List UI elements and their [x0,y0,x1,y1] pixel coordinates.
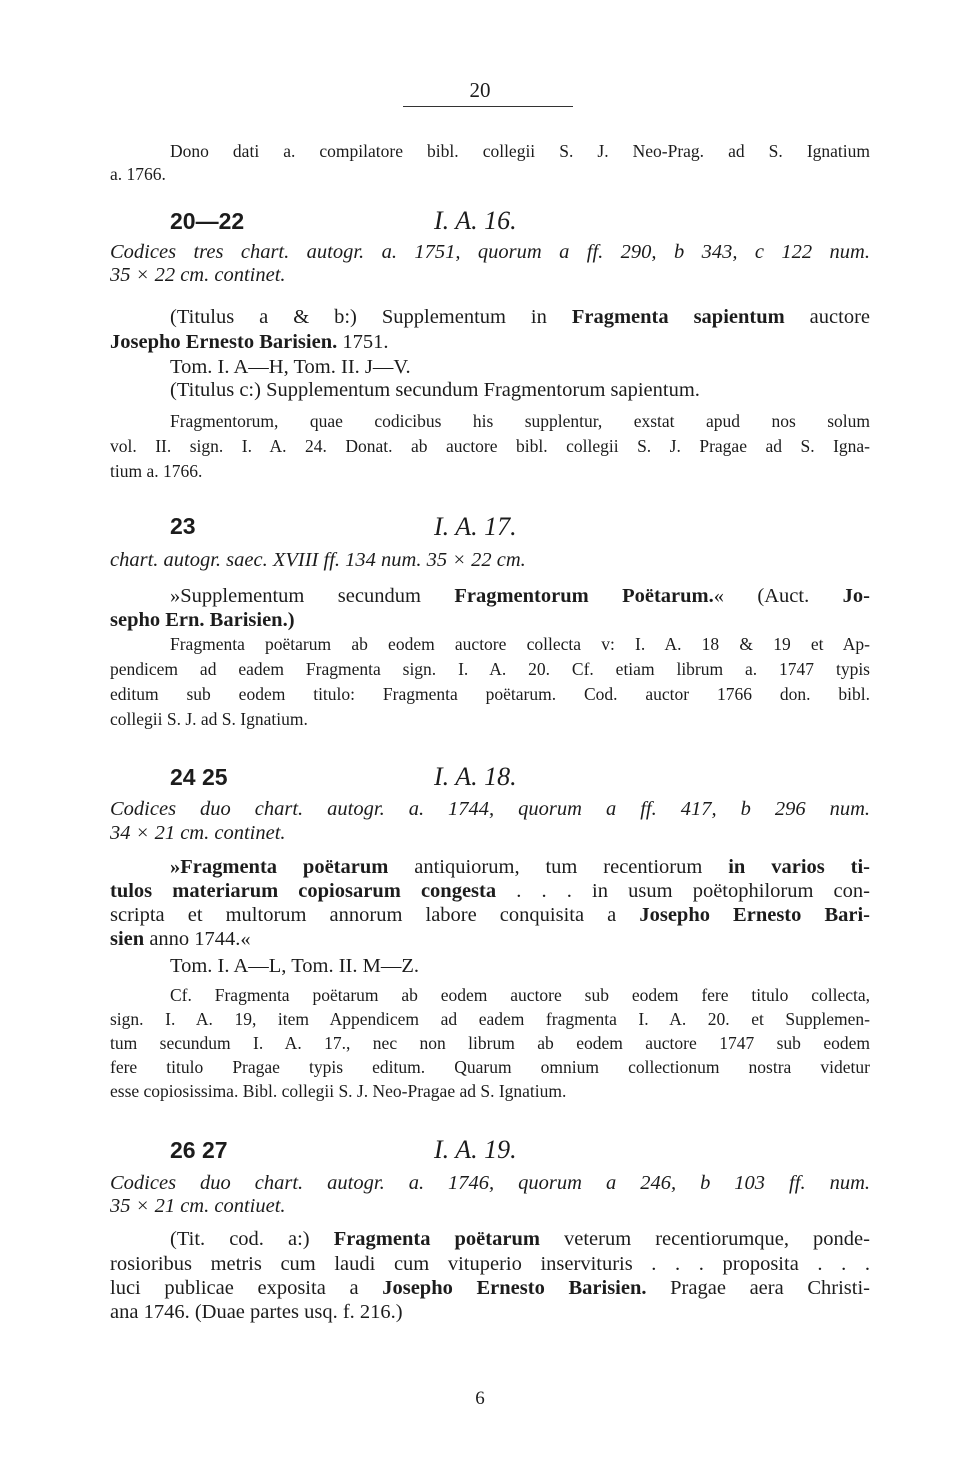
title-text: »Supplementum secundum [170,585,455,607]
codex-description: 35 × 22 cm. continet. [110,264,286,286]
note-line: Fragmenta poëtarum ab eodem auctore collecta v: I. A. 18 & 19 et Ap- [170,634,870,654]
title-line: rosioribus metris cum laudi cum vituperio inservituris . . . proposita . . . [110,1253,870,1275]
note-line: sign. I. A. 19, item Appendicem ad eadem fragmenta I. A. 20. et Supplemen- [110,1009,870,1029]
codex-description: chart. autogr. saec. XVIII ff. 134 num. 35 × 22 cm. [110,549,526,571]
volumes-line: Tom. I. A—L, Tom. II. M—Z. [170,955,420,977]
title-line [170,585,870,608]
entry-number: 23 [170,513,196,539]
title-line [110,1277,870,1300]
author-name: Jo- [842,585,870,607]
author-name: sien [110,928,145,950]
note-line: Cf. Fragmenta poëtarum ab eodem auctore sub eodem fere titulo collecta, [170,985,870,1005]
title-line [170,1228,870,1251]
volumes-line: Tom. I. A—H, Tom. II. J—V. [170,356,411,378]
note-line: esse copiosissima. Bibl. collegii S. J. Neo-Pragae ad S. Ignatium. [110,1081,567,1101]
note-line: tium a. 1766. [110,461,203,481]
intro-line-2: a. 1766. [110,164,166,184]
codex-description: 34 × 21 cm. continet. [110,822,286,844]
title-text: (Tit. cod. a:) [170,1228,334,1250]
intro-line-1: Dono dati a. compilatore bibl. collegii S. J. Neo-Prag. ad S. Ignatium [170,141,870,161]
author-name: Josepho Ernesto Barisien. [382,1277,647,1299]
title-bold: Fragmentorum Poëtarum. [454,585,714,607]
title-line [170,306,870,329]
title-text: « (Auct. [713,585,843,607]
note-line: vol. II. sign. I. A. 24. Donat. ab auctore bibl. collegii S. J. Pragae ad S. Igna- [110,436,870,456]
title-text: 1751. [337,331,389,353]
codex-description: Codices duo chart. autogr. a. 1746, quorum a 246, b 103 ff. num. [110,1172,870,1194]
title-line [110,928,870,951]
header-rule [403,106,573,107]
codex-description: Codices duo chart. autogr. a. 1744, quorum a ff. 417, b 296 num. [110,798,870,820]
title-bold: in varios ti- [728,856,871,878]
title-bold: »Fragmenta poëtarum [170,856,389,878]
title-line [110,904,870,927]
title-text: antiquiorum, tum recentiorum [388,856,729,878]
title-text: scripta et multorum annorum labore conquisita a [110,904,640,926]
author-name: Josepho Ernesto Bari- [639,904,871,926]
title-text: auctore [784,306,870,328]
signature-number: 6 [475,1388,485,1409]
title-bold: Fragmenta poëtarum [333,1228,540,1250]
title-line [110,880,870,903]
entry-number: 24 25 [170,764,228,790]
shelfmark: I. A. 19. [434,1135,517,1164]
title-line: (Titulus c:) Supplementum secundum Fragmentorum sapientum. [170,379,700,401]
title-text: (Titulus a & b:) Supplementum in [170,306,572,328]
codex-description: Codices tres chart. autogr. a. 1751, quorum a ff. 290, b 343, c 122 num. [110,241,870,263]
note-line: Fragmentorum, quae codicibus his supplentur, exstat apud nos solum [170,411,870,431]
note-line: fere titulo Pragae typis editum. Quarum omnium collectionum nostra videtur [110,1057,870,1077]
title-text: . . . in usum poëtophilorum con- [496,880,870,902]
title-text: anno 1744.« [144,928,251,950]
title-text: Pragae aera Christi- [646,1277,870,1299]
entry-number: 20—22 [170,208,245,234]
note-line: tum secundum I. A. 17., nec non librum ab eodem auctore 1747 sub eodem [110,1033,870,1053]
author-name: Josepho Ernesto Barisien. [110,331,338,353]
title-line: ana 1746. (Duae partes usq. f. 216.) [110,1301,403,1323]
page-number: 20 [469,78,491,102]
title-text: luci publicae exposita a [110,1277,383,1299]
codex-description: 35 × 21 cm. contiuet. [110,1195,286,1217]
title-bold: Fragmenta sapientum [571,306,785,328]
shelfmark: I. A. 17. [434,512,517,541]
shelfmark: I. A. 18. [434,762,517,791]
title-text: veterum recentiorumque, ponde- [539,1228,870,1250]
note-line: collegii S. J. ad S. Ignatium. [110,709,308,729]
entry-number: 26 27 [170,1137,228,1163]
author-line: sepho Ern. Barisien.) [110,609,295,631]
note-line: editum sub eodem titulo: Fragmenta poëtarum. Cod. auctor 1766 don. bibl. [110,684,870,704]
shelfmark: I. A. 16. [434,206,517,235]
title-line [110,331,870,354]
title-line [170,856,870,879]
note-line: pendicem ad eadem Fragmenta sign. I. A. 20. Cf. etiam librum a. 1747 typis [110,659,870,679]
title-bold: tulos materiarum copiosarum congesta [110,880,497,902]
